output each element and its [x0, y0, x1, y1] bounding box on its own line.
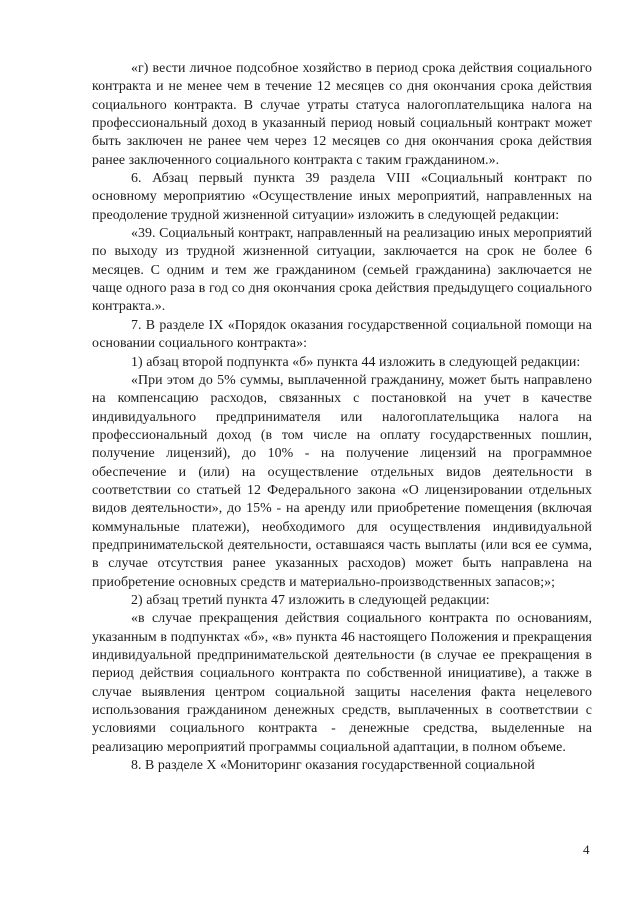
- paragraph-item-7: 7. В разделе IX «Порядок оказания государственной социальной помощи на основании социального контракта»:: [92, 317, 592, 352]
- page-number: 4: [583, 842, 590, 857]
- paragraph-item-6: 6. Абзац первый пункта 39 раздела VIII «Социальный контракт по основному мероприятию «Осуществление иных мероприятий, направленных на преодоление трудной жизненной ситуации» изложить в следующей редакции:: [92, 171, 592, 223]
- paragraph-point-39: «39. Социальный контракт, направленный на реализацию иных мероприятий по выходу из трудной жизненной ситуации, заключается на срок не более 6 месяцев. С одним и тем же гражданином (семьей гражданина) заключается не чаще одного раза в год со дня окончания срока действия предыдущего социального контракта.».: [92, 226, 592, 315]
- paragraph-subitem-1: 1) абзац второй подпункта «б» пункта 44 изложить в следующей редакции:: [131, 354, 581, 370]
- paragraph-subitem-2: 2) абзац третий пункта 47 изложить в следующей редакции:: [131, 592, 490, 608]
- paragraph-item-8: 8. В разделе X «Мониторинг оказания государственной социальной: [131, 758, 535, 774]
- document-body: [92, 60, 592, 775]
- paragraph-subitem-g: «г) вести личное подсобное хозяйство в период срока действия социального контракта и не менее чем в течение 12 месяцев со дня окончания срока действия социального контракта. В случае утраты статуса налогоплательщика налога на профессиональный доход в указанный период новый социальный контракт может быть заключен не ранее чем через 12 месяцев со дня окончания срока действия ранее заключенного социального контракта с таким гражданином.».: [92, 61, 592, 168]
- paragraph-quote-5-percent: «При этом до 5% суммы, выплаченной гражданину, может быть направлено на компенсацию расходов, связанных с постановкой на учет в качестве индивидуального предпринимателя или налогоплательщика налога на профессиональный доход (в том числе на оплату государственных пошлин, получение лицензий), до 10% - на получение лицензий на программное обеспечение и (или) на осуществление отдельных видов деятельности в соответствии со статьей 12 Федерального закона «О лицензировании отдельных видов деятельности», до 15% - на аренду или приобретение помещения (включая коммунальные платежи), необходимого для осуществления индивидуальной предпринимательской деятельности, оставшаяся часть выплаты (или вся ее сумма, в случае отсутствия ранее указанных расходов) может быть направлена на приобретение основных средств и материально-производственных запасов;»;: [92, 372, 592, 590]
- paragraph-quote-termination: «в случае прекращения действия социального контракта по основаниям, указанным в подпунктах «б», «в» пункта 46 настоящего Положения и прекращения индивидуальной предпринимательской деятельности (в случае ее прекращения в период действия социального контракта по собственной инициативе), а также в случае выявления центром социальной защиты населения факта нецелевого использования гражданином денежных средств, выплаченных в соответствии с условиями социального контракта - денежные средства, выделенные на реализацию мероприятий программы социальной адаптации, в полном объеме.: [92, 611, 592, 755]
